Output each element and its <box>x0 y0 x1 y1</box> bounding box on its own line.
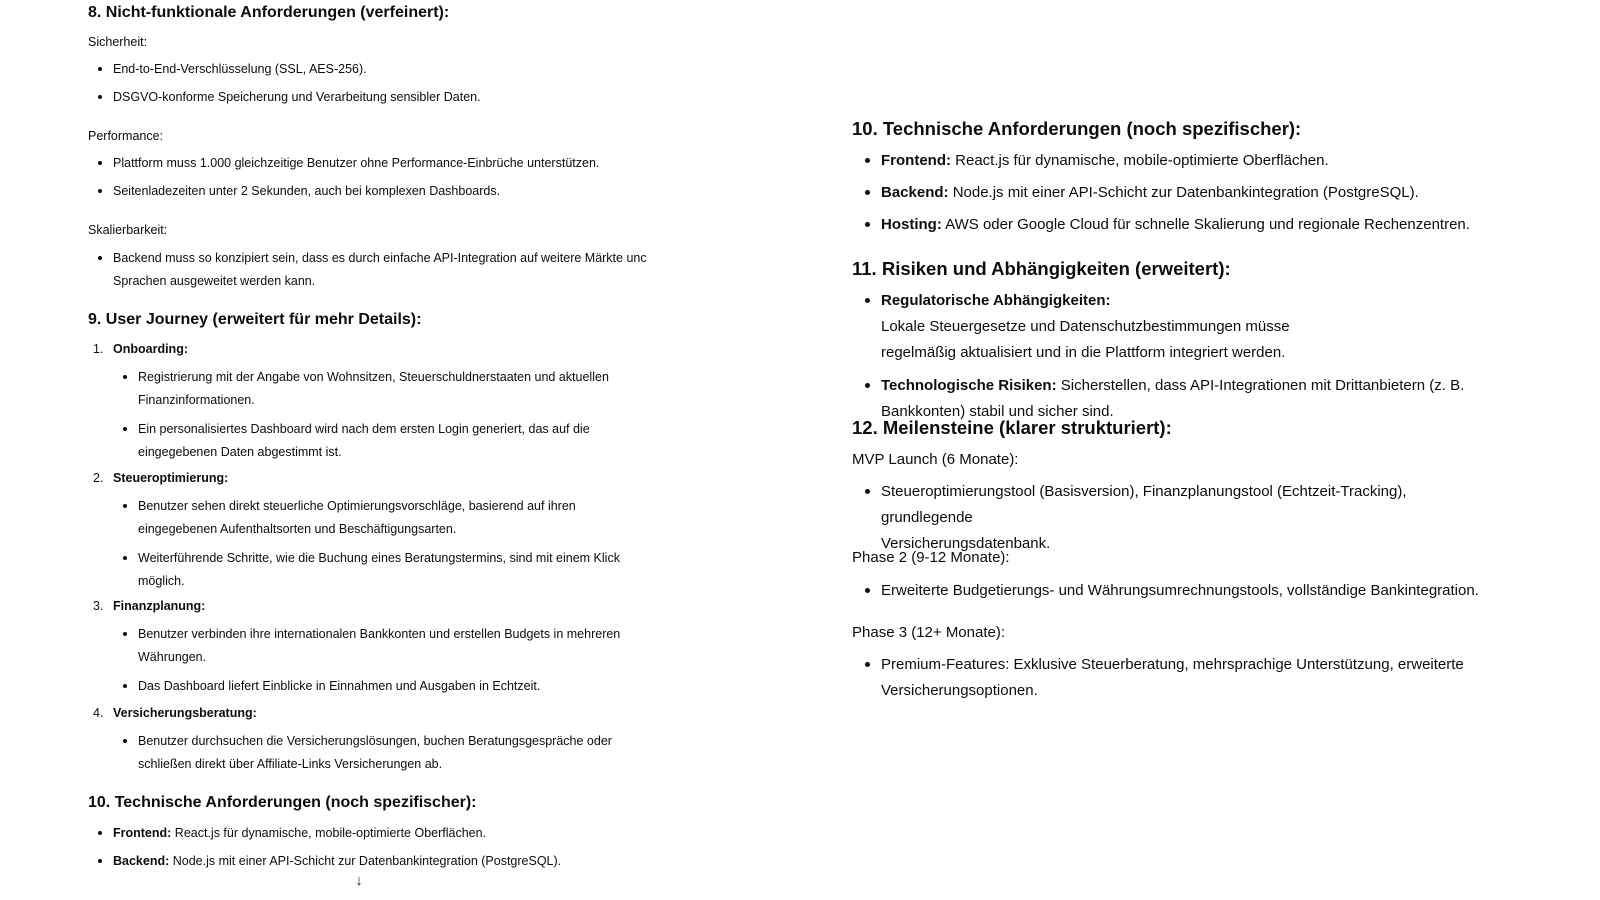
list-item-text: AWS oder Google Cloud für schnelle Skalierung und regionale Rechenzentren. <box>941 216 1470 233</box>
list-item-text: Node.js mit einer API-Schicht zur Datenbankintegration (PostgreSQL). <box>169 854 562 868</box>
step-label: Finanzplanung: <box>113 599 206 613</box>
section-10-heading: 10. Technische Anforderungen (noch spezifischer): <box>88 794 477 811</box>
list-item-key: Frontend: <box>881 152 951 169</box>
list-item <box>138 674 648 698</box>
list-item <box>881 577 1501 604</box>
list-item <box>138 729 648 776</box>
tech-requirements-list <box>113 825 653 868</box>
skalierbarkeit-label: Skalierbarkeit: <box>88 223 168 237</box>
list-item-line: Premium-Features: Exklusive Steuerberatung, mehrsprachige Unterstützung, erweiterte <box>881 656 1464 673</box>
step-bullets <box>138 365 648 464</box>
list-item-line: Benutzer sehen direkt steuerliche Optimierungsvorschläge, basierend auf ihren <box>138 499 576 513</box>
list-item-text: Node.js mit einer API-Schicht zur Datenbankintegration (PostgreSQL). <box>948 184 1419 201</box>
milestone-phase2-label: Phase 2 (9-12 Monate): <box>852 549 1010 566</box>
list-item-line: Backend muss so konzipiert sein, dass es durch einfache API-Integration auf weitere Märkte unc <box>113 251 647 265</box>
list-item-key: Technologische Risiken: <box>881 377 1057 394</box>
list-item-key: Backend: <box>881 184 949 201</box>
list-item <box>138 365 648 412</box>
list-item-line: Ein personalisiertes Dashboard wird nach dem ersten Login generiert, das auf die <box>138 422 590 436</box>
right-document-panel <box>852 112 1502 732</box>
list-item: • Seitenladezeiten unter 2 Sekunden, auch bei komplexen Dashboards. <box>113 183 653 198</box>
arrow-down-icon: ↓ <box>355 872 363 889</box>
milestone-phase3-label: Phase 3 (12+ Monate): <box>852 624 1006 641</box>
step-bullets <box>138 729 648 776</box>
section-10-heading: 10. Technische Anforderungen (noch spezifischer): <box>852 118 1302 139</box>
list-item-text: React.js für dynamische, mobile-optimierte Oberflächen. <box>950 152 1329 169</box>
step-label: Steueroptimierung: <box>113 471 229 485</box>
step-label: Versicherungsberatung: <box>113 706 257 720</box>
list-item <box>881 478 1501 557</box>
section-11-heading: 11. Risiken und Abhängigkeiten (erweitert): <box>852 258 1231 279</box>
list-item <box>881 651 1501 704</box>
list-item-line: Steueroptimierungstool (Basisversion), Finanzplanungstool (Echtzeit-Tracking), grundlegende <box>881 483 1407 526</box>
skalierbarkeit-list <box>113 246 656 293</box>
list-item <box>113 246 656 293</box>
step-number: 2. <box>93 471 104 485</box>
list-item-line: Finanzinformationen. <box>138 393 255 407</box>
step-label: Onboarding: <box>113 342 188 356</box>
section-8-heading: 8. Nicht-funktionale Anforderungen (verfeinert): <box>88 4 450 21</box>
list-item-line: Registrierung mit der Angabe von Wohnsitzen, Steuerschuldnerstaaten und aktuellen <box>138 370 609 384</box>
left-document-panel <box>88 0 656 892</box>
list-item-key: Hosting: <box>881 216 942 233</box>
section-12-heading: 12. Meilensteine (klarer strukturiert): <box>852 417 1172 438</box>
list-item-line: Sprachen ausgeweitet werden kann. <box>113 274 316 288</box>
list-item: • DSGVO-konforme Speicherung und Verarbeitung sensibler Daten. <box>113 89 653 104</box>
list-item-line: eingegebenen Aufenthaltsorten und Beschäftigungsarten. <box>138 522 457 536</box>
list-item-key: Regulatorische Abhängigkeiten: <box>881 292 1111 309</box>
milestone-mvp-list <box>881 478 1501 557</box>
list-item <box>138 546 648 593</box>
list-item-line: Versicherungsdatenbank. <box>881 535 1051 552</box>
risks-list <box>881 287 1501 425</box>
step-number: 1. <box>93 342 104 356</box>
step-number: 3. <box>93 599 104 613</box>
list-item <box>881 183 1501 215</box>
milestone-phase3-list <box>881 651 1501 704</box>
list-item: • End-to-End-Verschlüsselung (SSL, AES-256). <box>113 61 653 89</box>
list-item-line: Weiterführende Schritte, wie die Buchung eines Beratungstermins, sind mit einem Klick <box>138 551 620 565</box>
list-item-text: React.js für dynamische, mobile-optimierte Oberflächen. <box>171 826 487 840</box>
list-item <box>138 622 648 669</box>
milestone-phase2-list <box>881 577 1501 604</box>
step-number: 4. <box>93 706 104 720</box>
sicherheit-label: Sicherheit: <box>88 35 148 49</box>
list-item-line: schließen direkt über Affiliate-Links Versicherungen ab. <box>138 757 443 771</box>
section-9-heading: 9. User Journey (erweitert für mehr Details): <box>88 311 422 328</box>
list-item: • Plattform muss 1.000 gleichzeitige Benutzer ohne Performance-Einbrüche unterstützen. <box>113 155 653 183</box>
list-item-line: Währungen. <box>138 650 207 664</box>
list-item-line: Bankkonten) stabil und sicher sind. <box>881 403 1114 420</box>
list-item <box>881 215 1501 233</box>
milestone-mvp-label: MVP Launch (6 Monate): <box>852 451 1019 468</box>
list-item-line: Versicherungsoptionen. <box>881 682 1038 699</box>
list-item-key: Frontend: <box>113 826 172 840</box>
list-item <box>881 287 1501 366</box>
tech-requirements-list <box>881 151 1501 233</box>
list-item-line: eingegebenen Daten abgestimmt ist. <box>138 445 342 459</box>
list-item-text: Lokale Steuergesetze und Datenschutzbestimmungen müsse <box>881 318 1290 335</box>
list-item-line: Benutzer verbinden ihre internationalen Bankkonten und erstellen Budgets in mehreren <box>138 627 621 641</box>
step-bullets <box>138 494 648 593</box>
list-item-text: Sicherstellen, dass API-Integrationen mit Drittanbietern (z. B. <box>1056 377 1465 394</box>
list-item <box>113 853 653 868</box>
sicherheit-list <box>113 61 653 104</box>
performance-label: Performance: <box>88 129 164 143</box>
list-item-line: Das Dashboard liefert Einblicke in Einnahmen und Ausgaben in Echtzeit. <box>138 679 541 693</box>
list-item <box>881 151 1501 183</box>
list-item-line: Benutzer durchsuchen die Versicherungslösungen, buchen Beratungsgespräche oder <box>138 734 612 748</box>
step-bullets <box>138 622 648 698</box>
list-item-line: möglich. <box>138 574 185 588</box>
list-item-line: Erweiterte Budgetierungs- und Währungsumrechnungstools, vollständige Bankintegration. <box>881 582 1479 599</box>
scroll-down-button[interactable] <box>350 872 368 890</box>
list-item <box>138 494 648 541</box>
list-item <box>138 417 648 464</box>
list-item-line: regelmäßig aktualisiert und in die Plattform integriert werden. <box>881 344 1286 361</box>
list-item <box>113 825 653 853</box>
performance-list <box>113 155 653 198</box>
list-item-key: Backend: <box>113 854 170 868</box>
